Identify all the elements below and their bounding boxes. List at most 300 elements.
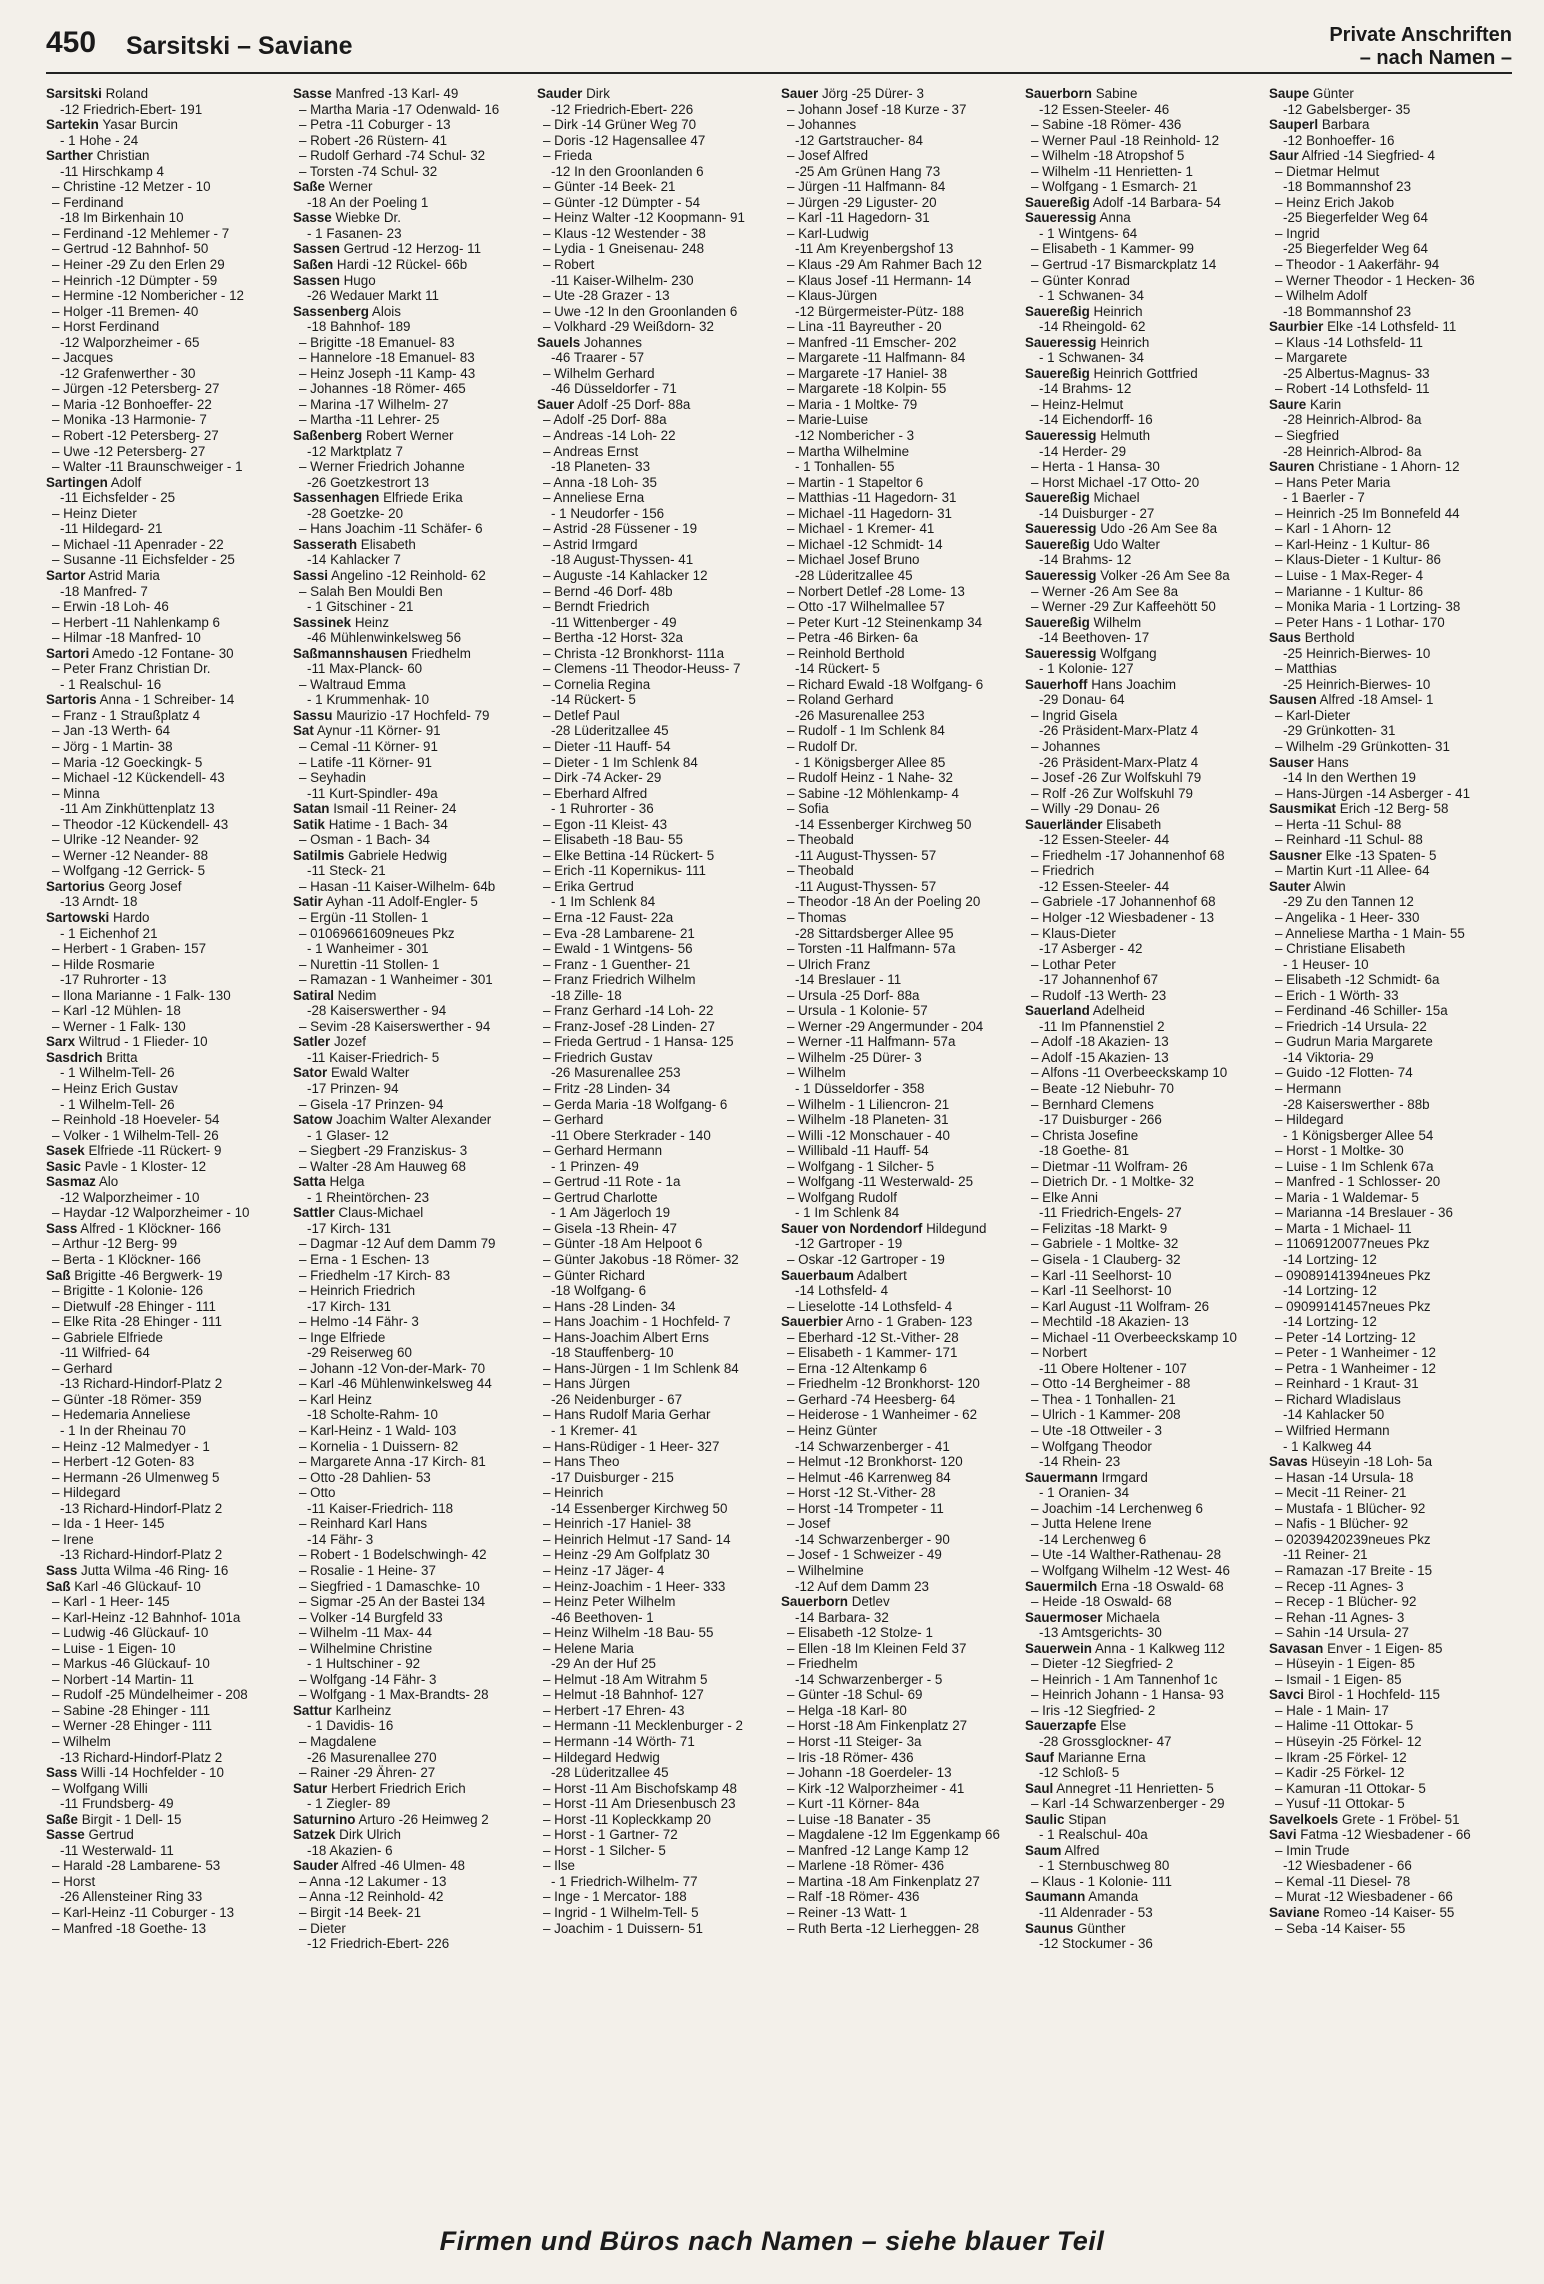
listing-entry (537, 863, 777, 879)
listing-entry (781, 1081, 1021, 1097)
listing-entry (293, 972, 533, 988)
listing-entry (293, 1516, 533, 1532)
listing-entry (1269, 1081, 1509, 1097)
entry-text: – Reinhold Berthold (787, 645, 905, 661)
entry-text: Heinrich Gottfried (1093, 365, 1198, 381)
listing-entry (1269, 241, 1509, 257)
entry-text: Alfred (1064, 1842, 1100, 1858)
listing-entry (1269, 86, 1509, 102)
listing-entry (293, 257, 533, 273)
surname: Sattler (293, 1205, 335, 1221)
address-line: -25 Am Grünen Hang 73 (795, 163, 941, 179)
listing-entry (46, 444, 286, 460)
entry-text: – Bertha -12 Horst- 32a (543, 630, 683, 646)
entry-text: – Werner -28 Ehinger - 111 (52, 1718, 213, 1734)
address-line: -18 Bommannshof 23 (1283, 179, 1412, 195)
listing-entry (293, 490, 533, 506)
listing-entry (781, 1889, 1021, 1905)
address-line: -12 Essen-Steeler- 44 (1039, 832, 1170, 848)
entry-text: – Waltraud Emma (299, 676, 406, 692)
address-line: -29 An der Huf 25 (551, 1656, 656, 1672)
listing-entry (46, 1423, 286, 1439)
surname: Sauels (537, 334, 581, 350)
listing-entry (1025, 1314, 1265, 1330)
entry-text: Herbert Friedrich Erich (330, 1780, 466, 1796)
listing-entry (537, 148, 777, 164)
surname: Sassi (293, 567, 328, 583)
surname: Satan (293, 801, 330, 817)
address-line: -12 Friedrich-Ebert- 226 (307, 1936, 450, 1952)
listing-entry (1269, 1221, 1509, 1237)
listing-entry (781, 1143, 1021, 1159)
listing-entry (1025, 817, 1265, 833)
entry-text: – Ute -18 Ottweiler - 3 (1031, 1423, 1162, 1439)
listing-entry (781, 1501, 1021, 1517)
surname: Sasse (293, 86, 332, 101)
listing-entry (537, 848, 777, 864)
listing-entry (293, 210, 533, 226)
address-line: -46 Düsseldorfer - 71 (551, 381, 677, 397)
listing-entry (781, 599, 1021, 615)
listing-entry (781, 615, 1021, 631)
listing-entry (1025, 1625, 1265, 1641)
listing-entry (1269, 755, 1509, 771)
listing-entry (46, 397, 286, 413)
surname: Sauermoser (1025, 1609, 1103, 1625)
listing-entry (293, 1874, 533, 1890)
entry-text: – Inge Elfriede (299, 1329, 386, 1345)
entry-text: – Hilmar -18 Manfred- 10 (52, 630, 201, 646)
entry-text: – Theodor -12 Kückendell- 43 (52, 816, 229, 832)
listing-entry (781, 133, 1021, 149)
entry-text: – Horst - 1 Moltke- 30 (1275, 1143, 1404, 1159)
surname: Sauperl (1269, 117, 1319, 133)
listing-entry (1025, 646, 1265, 662)
address-line: -14 Essenberger Kirchweg 50 (551, 1500, 728, 1516)
listing-entry (1025, 1174, 1265, 1190)
listing-entry (537, 1159, 777, 1175)
listing-entry (1025, 537, 1265, 553)
listing-entry (781, 832, 1021, 848)
entry-text: – Eberhard Alfred (543, 785, 648, 801)
listing-entry (1269, 1174, 1509, 1190)
section-heading-line2: – nach Namen – (1359, 47, 1512, 69)
listing-entry (537, 1361, 777, 1377)
listing-entry (293, 1081, 533, 1097)
entry-text: – Gerhard (52, 1360, 113, 1376)
entry-text: – Friedrich (1031, 863, 1095, 879)
entry-text: – Manfred -12 Lange Kamp 12 (787, 1842, 969, 1858)
entry-text: – Kirk -12 Walporzheimer - 41 (787, 1780, 965, 1796)
listing-entry (1269, 1190, 1509, 1206)
entry-text: – Margarete -18 Kolpin- 55 (787, 381, 947, 397)
address-line: - 1 Neudorfer - 156 (551, 505, 665, 521)
address-line: -29 Grünkotten- 31 (1283, 723, 1396, 739)
listing-entry (293, 879, 533, 895)
entry-text: – Ingrid - 1 Wilhelm-Tell- 5 (543, 1904, 699, 1920)
entry-text: – 02039420239neues Pkz (1275, 1531, 1431, 1547)
listing-entry (1269, 195, 1509, 211)
entry-text: – Heinrich (543, 1485, 604, 1501)
listing-entry (781, 817, 1021, 833)
surname: Sausmikat (1269, 801, 1336, 817)
listing-entry (46, 972, 286, 988)
entry-text: – Ursula -25 Dorf- 88a (787, 987, 920, 1003)
entry-text: – Hermann -26 Ulmenweg 5 (52, 1469, 220, 1485)
listing-entry (293, 335, 533, 351)
entry-text: – Franz Gerhard -14 Loh- 22 (543, 1003, 714, 1019)
listing-entry (781, 1796, 1021, 1812)
listing-entry (46, 1143, 286, 1159)
entry-text: – Horst Ferdinand (52, 319, 160, 335)
listing-entry (293, 1625, 533, 1641)
entry-text: Alfred -18 Amsel- 1 (1319, 692, 1434, 708)
listing-entry (293, 661, 533, 677)
entry-text: – Luise - 1 Max-Reger- 4 (1275, 567, 1424, 583)
entry-text: – Egon -11 Kleist- 43 (543, 816, 668, 832)
listing-entry (1269, 1812, 1509, 1828)
listing-entry (46, 1781, 286, 1797)
entry-text: – Heinz-Joachim - 1 Heer- 333 (543, 1578, 726, 1594)
address-line: -14 Kahlacker 50 (1283, 1407, 1385, 1423)
listing-entry (46, 1485, 286, 1501)
address-line: -18 Akazien- 6 (307, 1842, 393, 1858)
listing-entry (293, 1656, 533, 1672)
entry-text: – Jürgen -11 Halfmann- 84 (787, 179, 946, 195)
address-line: -11 Eichsfelder - 25 (60, 490, 176, 506)
entry-text: – Wolfgang -11 Westerwald- 25 (787, 1174, 974, 1190)
listing-entry (1025, 195, 1265, 211)
listing-entry (293, 1252, 533, 1268)
address-line: -18 An der Poeling 1 (307, 194, 429, 210)
entry-text: – Hans Rudolf Maria Gerhar (543, 1407, 711, 1423)
entry-text: – Andreas -14 Loh- 22 (543, 428, 676, 444)
entry-text: – Heiderose - 1 Wanheimer - 62 (787, 1407, 978, 1423)
entry-text: – Franz - 1 Straußplatz 4 (52, 707, 201, 723)
listing-entry (1269, 1485, 1509, 1501)
listing-entry (46, 1563, 286, 1579)
entry-text: – 11069120077neues Pkz (1275, 1236, 1430, 1252)
entry-text: – Karl August -11 Wolfram- 26 (1031, 1298, 1210, 1314)
entry-text: – Willy -29 Donau- 26 (1031, 801, 1160, 817)
entry-text: – Günter -18 Am Helpoot 6 (543, 1236, 703, 1252)
listing-entry (1025, 848, 1265, 864)
listing-entry (46, 677, 286, 693)
entry-text: Adolf -25 Dorf- 88a (577, 396, 691, 412)
surname: Satik (293, 816, 326, 832)
entry-text: – Richard Wladislaus (1275, 1391, 1401, 1407)
listing-entry (46, 1174, 286, 1190)
entry-text: – Hasan -11 Kaiser-Wilhelm- 64b (299, 878, 496, 894)
entry-text: Helga (329, 1174, 365, 1190)
entry-text: – Michael -12 Schmidt- 14 (787, 536, 943, 552)
entry-text: – Werner Theodor - 1 Hecken- 36 (1275, 272, 1475, 288)
listing-entry (781, 786, 1021, 802)
address-line: -17 Johannenhof 67 (1039, 972, 1159, 988)
listing-entry (781, 957, 1021, 973)
entry-text: Gabriele Hedwig (348, 847, 448, 863)
entry-text: – Nurettin -11 Stollen- 1 (299, 956, 440, 972)
entry-text: – Walter -11 Braunschweiger - 1 (52, 459, 243, 475)
entry-text: Helmuth (1100, 428, 1151, 444)
entry-text: – Ludwig -46 Glückauf- 10 (52, 1625, 209, 1641)
surname: Sauermann (1025, 1469, 1098, 1485)
listing-entry (293, 1703, 533, 1719)
listing-entry (293, 1858, 533, 1874)
entry-text: – Marianna -14 Breslauer - 36 (1275, 1205, 1453, 1221)
listing-entry (293, 801, 533, 817)
listing-entry (293, 102, 533, 118)
listing-entry (293, 1812, 533, 1828)
entry-text: – Maria - 1 Moltke- 79 (787, 396, 918, 412)
entry-text: – Sevim -28 Kaiserswerther - 94 (299, 1018, 491, 1034)
address-line: -11 Aldenrader - 53 (1039, 1904, 1153, 1920)
listing-entry (537, 226, 777, 242)
listing-entry (537, 102, 777, 118)
listing-entry (46, 1827, 286, 1843)
listing-entry (46, 910, 286, 926)
listing-entry (293, 1143, 533, 1159)
entry-text: Sabine (1095, 86, 1138, 101)
listing-entry (46, 164, 286, 180)
listing-entry (537, 1781, 777, 1797)
listing-entry (781, 102, 1021, 118)
entry-text: Berthold (1304, 630, 1355, 646)
listing-entry (46, 599, 286, 615)
address-line: -12 Schloß- 5 (1039, 1765, 1120, 1781)
entry-text: – Robert -12 Petersberg- 27 (52, 428, 219, 444)
surname: Savasan (1269, 1640, 1324, 1656)
entry-text: – Herbert - 1 Graben- 157 (52, 941, 207, 957)
entry-text: Barbara (1321, 117, 1370, 133)
surname: Sauerzapfe (1025, 1718, 1097, 1734)
listing-entry (46, 1299, 286, 1315)
entry-text: – Michael Josef Bruno (787, 552, 920, 568)
listing-entry (46, 412, 286, 428)
listing-entry (1269, 537, 1509, 553)
entry-text: – Wolfgang -12 Gerrick- 5 (52, 863, 206, 879)
surname: Saulic (1025, 1811, 1065, 1827)
surname: Sass (46, 1765, 78, 1781)
listing-entry (537, 941, 777, 957)
listing-entry (1025, 1065, 1265, 1081)
entry-text: – Horst - 1 Gartner- 72 (543, 1827, 678, 1843)
entry-text: – Ruth Berta -12 Lierheggen- 28 (787, 1920, 980, 1936)
listing-entry (537, 1174, 777, 1190)
entry-text: – Walter -28 Am Hauweg 68 (299, 1158, 466, 1174)
entry-text: – Hans Theo (543, 1454, 620, 1470)
entry-text: – Helga -18 Karl- 80 (787, 1702, 907, 1718)
address-line: - 1 Davidis- 16 (307, 1718, 394, 1734)
surname: Saueressig (1025, 334, 1097, 350)
address-line: -12 Wiesbadener - 66 (1283, 1858, 1412, 1874)
entry-text: – Karl - 1 Heer- 145 (52, 1594, 170, 1610)
listing-entry (781, 801, 1021, 817)
entry-text: – Ilse (543, 1858, 576, 1874)
surname: Satir (293, 894, 323, 910)
listing-entry (781, 1174, 1021, 1190)
listing-entry (537, 723, 777, 739)
listing-entry (1269, 863, 1509, 879)
entry-text: – Heinrich Friedrich (299, 1283, 416, 1299)
entry-text: – Johannes (787, 117, 857, 133)
surname: Sauter (1269, 878, 1311, 894)
entry-text: – Siegfried (1275, 428, 1340, 444)
listing-entry (537, 1703, 777, 1719)
address-line: -46 Traarer - 57 (551, 350, 645, 366)
listing-entry (46, 1641, 286, 1657)
entry-text: Hans (1317, 754, 1349, 770)
listing-entry (781, 1812, 1021, 1828)
entry-text: Jörg -25 Dürer- 3 (821, 86, 924, 101)
listing-entry (1025, 755, 1265, 771)
listing-entry (537, 957, 777, 973)
entry-text: – Wilhelm Gerhard (543, 365, 655, 381)
listing-entry (46, 117, 286, 133)
entry-text: Karl -46 Glückauf- 10 (74, 1578, 201, 1594)
address-line: - 1 Eichenhof 21 (60, 925, 158, 941)
address-line: -14 Kahlacker 7 (307, 552, 401, 568)
listing-entry (781, 397, 1021, 413)
listing-entry (1025, 1594, 1265, 1610)
listing-entry (293, 552, 533, 568)
listing-entry (1025, 1050, 1265, 1066)
listing-entry (781, 646, 1021, 662)
surname: Sattur (293, 1702, 332, 1718)
entry-text: – Latife -11 Körner- 91 (299, 754, 432, 770)
listing-entry (1269, 164, 1509, 180)
entry-text: – Dagmar -12 Auf dem Damm 79 (299, 1236, 496, 1252)
entry-text: Romeo -14 Kaiser- 55 (1323, 1904, 1455, 1920)
listing-entry (46, 739, 286, 755)
listing-entry (1025, 1889, 1265, 1905)
entry-text: Wilhelm (1093, 614, 1142, 630)
address-line: -25 Biegerfelder Weg 64 (1283, 210, 1428, 226)
listing-entry (46, 894, 286, 910)
listing-entry (781, 630, 1021, 646)
entry-text: – Manfred -18 Goethe- 13 (52, 1920, 207, 1936)
listing-entry (1269, 630, 1509, 646)
entry-text: – Luise - 1 Eigen- 10 (52, 1640, 176, 1656)
listing-entry (293, 568, 533, 584)
listing-entry (46, 552, 286, 568)
listing-entry (46, 568, 286, 584)
entry-text: – Heinz -12 Malmedyer - 1 (52, 1438, 210, 1454)
entry-text: – Karl -12 Mühlen- 18 (52, 1003, 181, 1019)
listing-entry (1025, 957, 1265, 973)
listing-entry (46, 584, 286, 600)
listing-entry (293, 444, 533, 460)
entry-text: – Norbert Detlef -28 Lome- 13 (787, 583, 965, 599)
listing-entry (1269, 941, 1509, 957)
listing-entry (1269, 692, 1509, 708)
entry-text: – Kamuran -11 Ottokar- 5 (1275, 1780, 1426, 1796)
listing-entry (1269, 366, 1509, 382)
surname: Sarx (46, 1034, 76, 1050)
entry-text: – Ursula - 1 Kolonie- 57 (787, 1003, 928, 1019)
surname: Sasek (46, 1143, 85, 1159)
entry-text: – Ute -28 Grazer - 13 (543, 288, 670, 304)
entry-text: – Heinz Joseph -11 Kamp- 43 (299, 365, 476, 381)
entry-text: Dirk Ulrich (339, 1827, 401, 1843)
listing-entry (1025, 1330, 1265, 1346)
entry-text: – Siegfried - 1 Damaschke- 10 (299, 1578, 480, 1594)
listing-entry (781, 552, 1021, 568)
listing-entry (1269, 1376, 1509, 1392)
address-line: - 1 Baerler - 7 (1283, 490, 1365, 506)
listing-entry (293, 894, 533, 910)
entry-text: Adelheid (1092, 1003, 1145, 1019)
entry-text: – Jürgen -12 Petersberg- 27 (52, 381, 220, 397)
listing-entry (537, 241, 777, 257)
listing-entry (293, 1236, 533, 1252)
address-line: -11 Am Kreyenbergshof 13 (795, 241, 954, 257)
listing-entry (1025, 1485, 1265, 1501)
listing-entry (1269, 972, 1509, 988)
surname: Sauder (293, 1858, 339, 1874)
address-line: - 1 Heuser- 10 (1283, 956, 1369, 972)
surname: Sauereßig (1025, 194, 1090, 210)
entry-text: – Arthur -12 Berg- 99 (52, 1236, 178, 1252)
entry-text: Grete - 1 Fröbel- 51 (1341, 1811, 1460, 1827)
listing-entry (537, 1299, 777, 1315)
entry-text: – Gudrun Maria Margarete (1275, 1034, 1433, 1050)
entry-text: – Holger -11 Bremen- 40 (52, 303, 199, 319)
listing-entry (537, 1439, 777, 1455)
surname: Sauereßig (1025, 614, 1090, 630)
entry-text: – Karl -14 Schwarzenberger - 29 (1031, 1796, 1225, 1812)
listing-entry (293, 770, 533, 786)
address-line: -26 Masurenallee 253 (795, 707, 925, 723)
entry-text: – Wilhelm -18 Planeten- 31 (787, 1112, 949, 1128)
listing-entry (1025, 1843, 1265, 1859)
listing-entry (537, 972, 777, 988)
entry-text: – Günter -18 Römer- 359 (52, 1391, 202, 1407)
surname: Saueressig (1025, 567, 1097, 583)
listing-entry (293, 584, 533, 600)
address-line: -26 Präsident-Marx-Platz 4 (1039, 723, 1199, 739)
surname: Sassu (293, 707, 333, 723)
listing-entry (1025, 1579, 1265, 1595)
listing-entry (1269, 615, 1509, 631)
address-line: - 1 Realschul- 16 (60, 676, 162, 692)
entry-text: – Ikram -25 Förkel- 12 (1275, 1749, 1407, 1765)
entry-text: Günther (1077, 1920, 1126, 1936)
surname: Sauerländer (1025, 816, 1103, 832)
listing-entry (46, 428, 286, 444)
listing-entry (293, 1532, 533, 1548)
listing-entry (537, 1641, 777, 1657)
listing-entry (781, 288, 1021, 304)
entry-text: – Karl -11 Seelhorst- 10 (1031, 1283, 1172, 1299)
entry-text: Alfried -14 Siegfried- 4 (1301, 148, 1435, 164)
entry-text: – Otto -14 Bergheimer - 88 (1031, 1376, 1191, 1392)
listing-entry (537, 1081, 777, 1097)
address-line: - 1 Prinzen- 49 (551, 1158, 639, 1174)
listing-entry (537, 1485, 777, 1501)
listing-entry (1025, 1454, 1265, 1470)
listing-entry (1025, 1159, 1265, 1175)
listing-entry (1025, 1672, 1265, 1688)
entry-text: Werner (328, 179, 373, 195)
entry-text: – Reiner -13 Watt- 1 (787, 1904, 908, 1920)
entry-text: – Anneliese Martha - 1 Main- 55 (1275, 925, 1465, 941)
entry-text: – Sahin -14 Ursula- 27 (1275, 1625, 1409, 1641)
address-line: -46 Mühlenwinkelsweg 56 (307, 630, 462, 646)
listing-entry (46, 335, 286, 351)
listing-entry (293, 630, 533, 646)
entry-text: – Volkhard -29 Weißdorn- 32 (543, 319, 714, 335)
